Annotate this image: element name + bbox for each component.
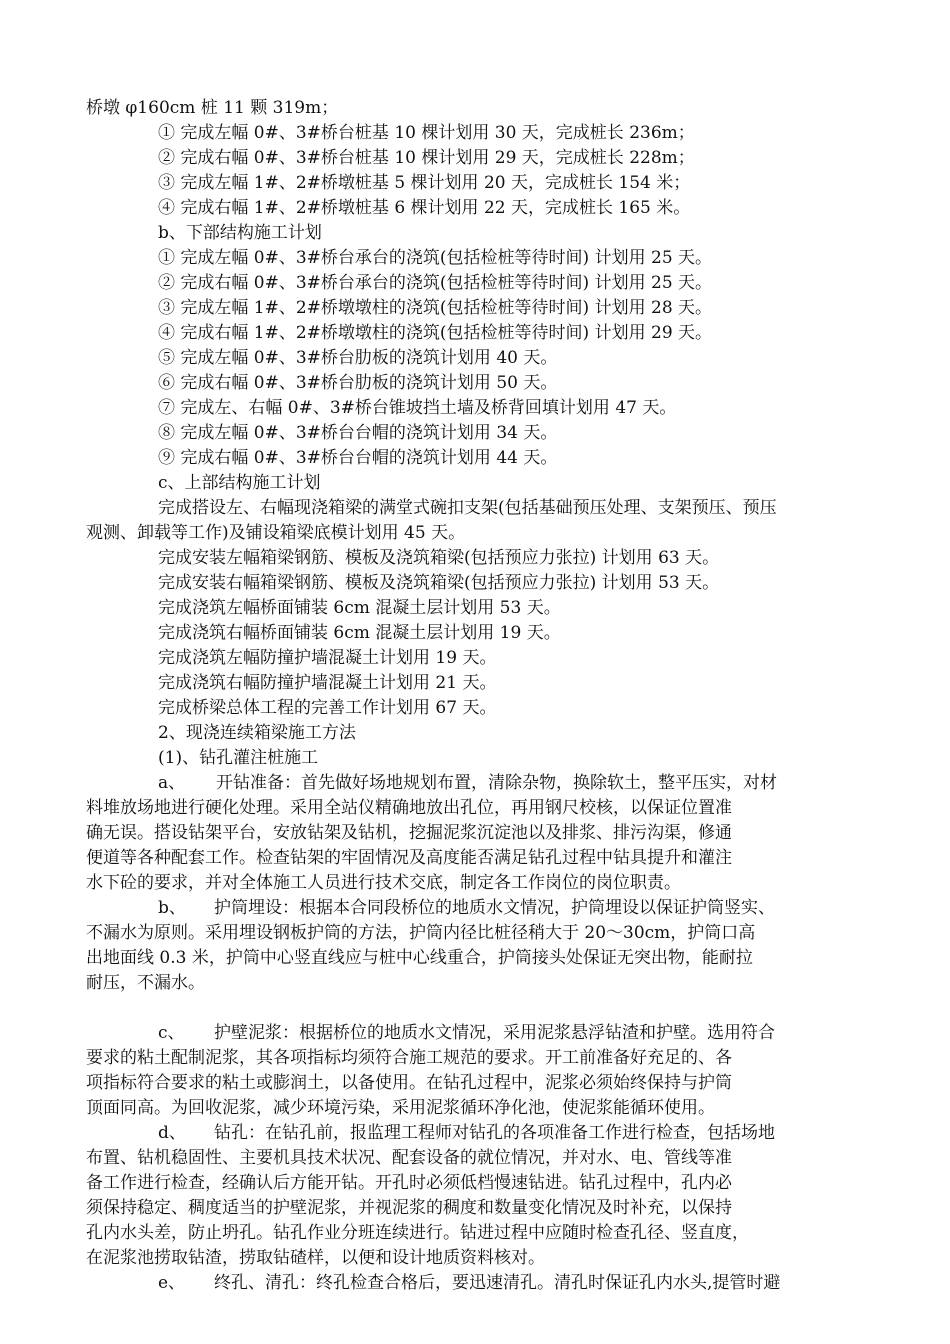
text-line: 观测、卸载等工作)及铺设箱梁底模计划用 45 天。 — [86, 523, 466, 543]
text-line: ③ 完成左幅 1#、2#桥墩墩柱的浇筑(包括检桩等待时间) 计划用 28 天。 — [158, 298, 713, 318]
text-line: 出地面线 0.3 米，护筒中心竖直线应与桩中心线重合，护筒接头处保证无突出物，能耐拉 — [86, 948, 753, 968]
item-marker: a、 — [158, 773, 186, 793]
text-line: 完成浇筑左幅桥面铺装 6cm 混凝土层计划用 53 天。 — [158, 598, 561, 618]
text-line: 要求的粘土配制泥浆，其各项指标均须符合施工规范的要求。开工前准备好充足的、各 — [86, 1048, 732, 1068]
text-line: ④ 完成右幅 1#、2#桥墩墩柱的浇筑(包括检桩等待时间) 计划用 29 天。 — [158, 323, 713, 343]
text-line: 完成桥梁总体工程的完善工作计划用 67 天。 — [158, 698, 497, 718]
text-line: ⑦ 完成左、右幅 0#、3#桥台锥坡挡土墙及桥背回填计划用 47 天。 — [158, 398, 677, 418]
text-line: 水下砼的要求，并对全体施工人员进行技术交底，制定各工作岗位的岗位职责。 — [86, 873, 681, 893]
text-line: 便道等各种配套工作。检查钻架的牢固情况及高度能否满足钻孔过程中钻具提升和灌注 — [86, 848, 732, 868]
paragraph-first-line — [158, 1121, 775, 1146]
text-line: 顶面同高。为回收泥浆，减少环境污染，采用泥浆循环净化池，使泥浆能循环使用。 — [86, 1098, 715, 1118]
text-line: ② 完成右幅 0#、3#桥台承台的浇筑(包括检桩等待时间) 计划用 25 天。 — [158, 273, 713, 293]
text-segment: 钻孔：在钻孔前，报监理工程师对钻孔的各项准备工作进行检查，包括场地 — [214, 1123, 775, 1143]
paragraph-first-line — [158, 1021, 775, 1046]
text-line: ⑧ 完成左幅 0#、3#桥台台帽的浇筑计划用 34 天。 — [158, 423, 558, 443]
text-line: 料堆放场地进行硬化处理。采用全站仪精确地放出孔位，再用钢尺校核，以保证位置准 — [86, 798, 732, 818]
text-segment: 护壁泥浆：根据桥位的地质水文情况，采用泥浆悬浮钻渣和护壁。选用符合 — [214, 1023, 775, 1043]
text-line: 桥墩 φ160cm 桩 11 颗 319m； — [86, 98, 339, 118]
paragraph-first-line — [158, 896, 775, 921]
text-line: 确无误。搭设钻架平台，安放钻架及钻机，挖掘泥浆沉淀池以及排浆、排污沟渠，修通 — [86, 823, 732, 843]
text-segment: 开钻准备：首先做好场地规划布置，清除杂物，换除软土，整平压实，对材 — [216, 773, 777, 793]
text-line: 不漏水为原则。采用埋设钢板护筒的方法，护筒内径比桩径稍大于 20～30cm，护筒口高 — [86, 923, 756, 943]
section-heading: 2、现浇连续箱梁施工方法 — [158, 723, 356, 743]
paragraph-first-line — [158, 771, 777, 796]
text-line: 备工作进行检查，经确认后方能开钻。开孔时必须低档慢速钻进。钻孔过程中，孔内必 — [86, 1173, 732, 1193]
text-line: 完成搭设左、右幅现浇箱梁的满堂式碗扣支架(包括基础预压处理、支架预压、预压 — [158, 498, 777, 518]
text-line: ④ 完成右幅 1#、2#桥墩桩基 6 棵计划用 22 天，完成桩长 165 米。 — [158, 198, 691, 218]
paragraph-first-line — [158, 1271, 780, 1296]
text-line: ⑨ 完成右幅 0#、3#桥台台帽的浇筑计划用 44 天。 — [158, 448, 558, 468]
text-line: ① 完成左幅 0#、3#桥台承台的浇筑(包括检桩等待时间) 计划用 25 天。 — [158, 248, 713, 268]
text-line: 布置、钻机稳固性、主要机具技术状况、配套设备的就位情况，并对水、电、管线等准 — [86, 1148, 732, 1168]
item-marker: e、 — [158, 1273, 186, 1293]
text-line: ② 完成右幅 0#、3#桥台桩基 10 棵计划用 29 天，完成桩长 228m； — [158, 148, 695, 168]
text-line: ① 完成左幅 0#、3#桥台桩基 10 棵计划用 30 天，完成桩长 236m； — [158, 123, 695, 143]
item-marker: b、 — [158, 898, 186, 918]
text-line: 完成浇筑右幅防撞护墙混凝土计划用 21 天。 — [158, 673, 497, 693]
section-heading: c、上部结构施工计划 — [158, 473, 321, 493]
text-line: 项指标符合要求的粘土或膨润土，以备使用。在钻孔过程中，泥浆必须始终保持与护筒 — [86, 1073, 732, 1093]
item-marker: d、 — [158, 1123, 186, 1143]
text-line: 在泥浆池捞取钻渣，捞取钻碴样，以便和设计地质资料核对。 — [86, 1248, 545, 1268]
subsection-heading: (1)、钻孔灌注桩施工 — [158, 748, 319, 768]
text-line: 孔内水头差，防止坍孔。钻孔作业分班连续进行。钻进过程中应随时检查孔径、竖直度， — [86, 1223, 749, 1243]
text-line: 耐压，不漏水。 — [86, 973, 205, 993]
text-line: 须保持稳定、稠度适当的护壁泥浆，并视泥浆的稠度和数量变化情况及时补充，以保持 — [86, 1198, 732, 1218]
text-line: 完成浇筑左幅防撞护墙混凝土计划用 19 天。 — [158, 648, 497, 668]
item-marker: c、 — [158, 1023, 185, 1043]
text-segment: 护筒埋设：根据本合同段桥位的地质水文情况，护筒埋设以保证护筒竖实、 — [214, 898, 775, 918]
text-line: 完成浇筑右幅桥面铺装 6cm 混凝土层计划用 19 天。 — [158, 623, 561, 643]
section-heading: b、下部结构施工计划 — [158, 223, 322, 243]
text-line: ③ 完成左幅 1#、2#桥墩桩基 5 棵计划用 20 天，完成桩长 154 米； — [158, 173, 691, 193]
text-line: 完成安装左幅箱梁钢筋、模板及浇筑箱梁(包括预应力张拉) 计划用 63 天。 — [158, 548, 720, 568]
text-line: ⑤ 完成左幅 0#、3#桥台肋板的浇筑计划用 40 天。 — [158, 348, 558, 368]
text-segment: 终孔、清孔：终孔检查合格后，要迅速清孔。清孔时保证孔内水头,提管时避 — [214, 1273, 781, 1293]
text-line: ⑥ 完成右幅 0#、3#桥台肋板的浇筑计划用 50 天。 — [158, 373, 558, 393]
text-line: 完成安装右幅箱梁钢筋、模板及浇筑箱梁(包括预应力张拉) 计划用 53 天。 — [158, 573, 720, 593]
